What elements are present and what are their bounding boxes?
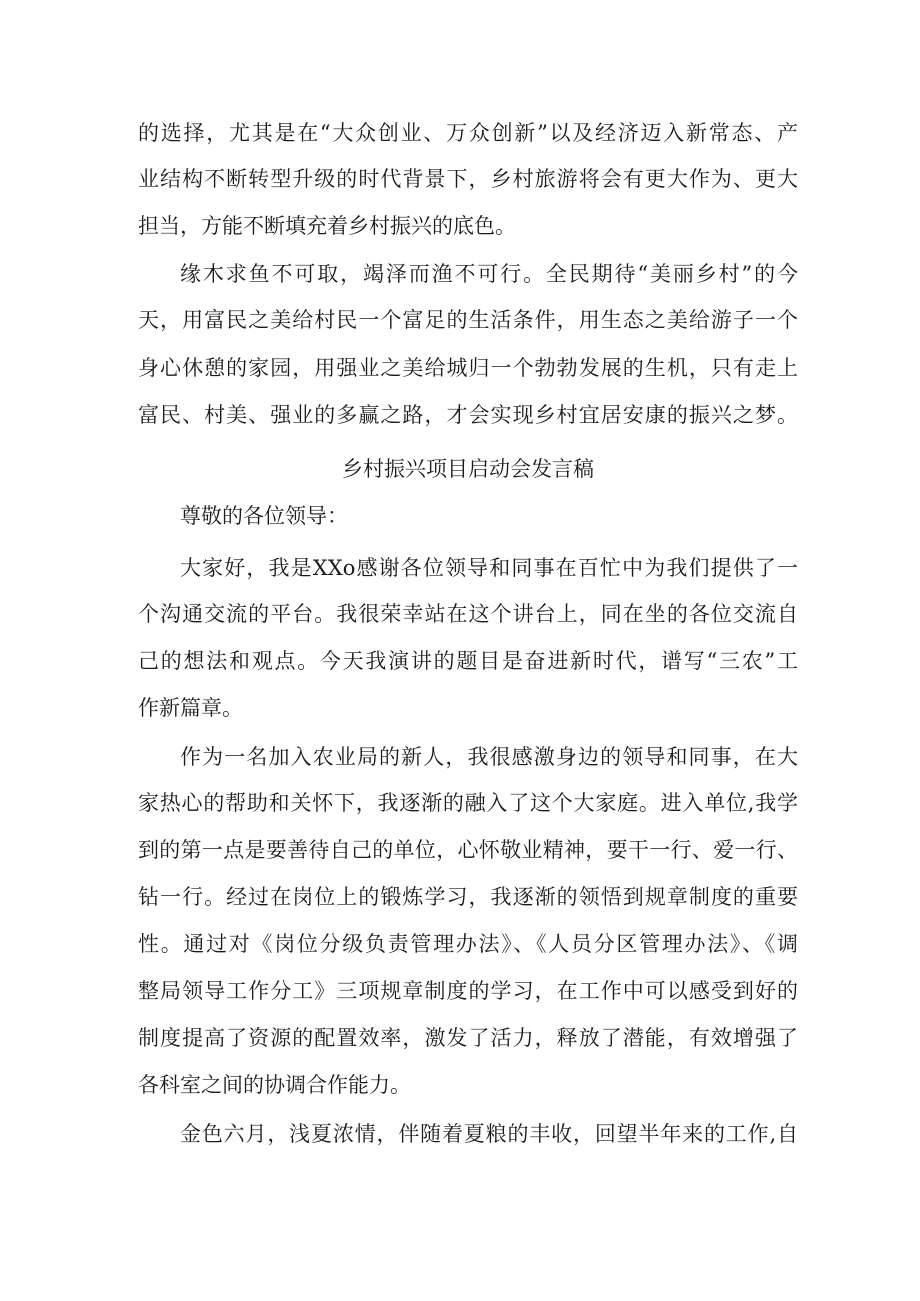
paragraph-4-line-4: 钻一行。经过在岗位上的锻炼学习，我逐渐的领悟到规章制度的重要 [138, 885, 798, 909]
paragraph-2-line-4: 富民、村美、强业的多赢之路，才会实现乡村宜居安康的振兴之梦。 [138, 403, 798, 427]
paragraph-2-line-1: 缘木求鱼不可取，竭泽而渔不可行。全民期待“美丽乡村”的今 [180, 262, 798, 286]
paragraph-5-line-1: 金色六月，浅夏浓情，伴随着夏粮的丰收，回望半年来的工作,自 [180, 1122, 798, 1146]
paragraph-4-line-6: 整局领导工作分工》三项规章制度的学习，在工作中可以感受到好的 [138, 979, 798, 1003]
paragraph-4-line-2: 家热心的帮助和关怀下，我逐渐的融入了这个大家庭。进入单位,我学 [138, 791, 798, 815]
paragraph-4-line-3: 到的第一点是要善待自己的单位，心怀敬业精神，要干一行、爱一行、 [138, 838, 798, 862]
paragraph-2-line-2: 天，用富民之美给村民一个富足的生活条件，用生态之美给游子一个 [138, 308, 798, 332]
paragraph-4-line-5: 性。通过对《岗位分级负责管理办法》、《人员分区管理办法》、《调 [138, 932, 798, 956]
paragraph-1-line-1: 的选择，尤其是在“大众创业、万众创新”以及经济迈入新常态、产 [138, 121, 798, 145]
paragraph-4-line-7: 制度提高了资源的配置效率，激发了活力，释放了潜能，有效增强了 [138, 1026, 798, 1050]
paragraph-4-line-8: 各科室之间的协调合作能力。 [138, 1073, 411, 1097]
paragraph-2-line-3: 身心休憩的家园，用强业之美给城归一个勃勃发展的生机，只有走上 [138, 356, 798, 380]
section-title: 乡村振兴项目启动会发言稿 [342, 457, 594, 481]
paragraph-3-line-2: 个沟通交流的平台。我很荣幸站在这个讲台上，同在坐的各位交流自 [138, 602, 798, 626]
paragraph-3-line-3: 己的想法和观点。今天我演讲的题目是奋进新时代，谱写“三农”工 [138, 649, 798, 673]
paragraph-1-line-2: 业结构不断转型升级的时代背景下，乡村旅游将会有更大作为、更大 [138, 167, 798, 191]
paragraph-1-line-3: 担当，方能不断填充着乡村振兴的底色。 [138, 214, 516, 238]
paragraph-3-line-1: 大家好，我是XXo感谢各位领导和同事在百忙中为我们提供了一 [180, 556, 798, 580]
paragraph-4-line-1: 作为一名加入农业局的新人，我很感激身边的领导和同事，在大 [180, 745, 798, 769]
salutation: 尊敬的各位领导： [180, 504, 348, 528]
paragraph-3-line-4: 作新篇章。 [138, 696, 243, 720]
